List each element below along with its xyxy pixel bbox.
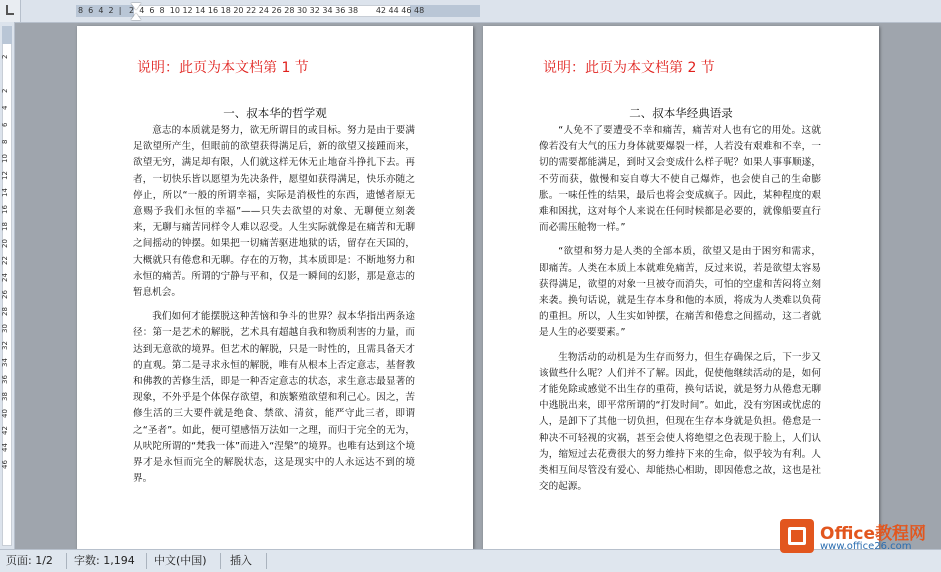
vertical-ruler-tick: 10 bbox=[1, 154, 9, 163]
section-heading: 一、叔本华的哲学观 bbox=[223, 106, 327, 120]
hanging-indent-marker[interactable] bbox=[131, 13, 141, 20]
watermark-title: Office教程网 bbox=[820, 524, 927, 544]
insert-mode-status[interactable]: 插入 bbox=[230, 554, 252, 567]
vertical-ruler[interactable] bbox=[0, 22, 15, 549]
vertical-ruler-tick: 34 bbox=[1, 358, 9, 367]
watermark-url: www.office26.com bbox=[820, 541, 912, 552]
vertical-ruler-tick: 46 bbox=[1, 460, 9, 469]
office-logo-icon bbox=[780, 519, 814, 553]
document-page-2[interactable] bbox=[483, 26, 879, 549]
page-body bbox=[133, 123, 415, 487]
vertical-ruler-tick: 28 bbox=[1, 307, 9, 316]
vertical-ruler-tick: 2 bbox=[1, 54, 9, 59]
tab-stop-icon bbox=[6, 5, 14, 15]
paragraph: “欲望和努力是人类的全部本质，欲望又是由于困穷和需求，即痛苦。人类在本质上本就难免痛苦，反过来说，若是欲望太容易获得满足，欲望的对象一旦被夺而消失，可怕的空虚和苦闷将立刻来袭。换句话说，就是生存本身和他的本质，将成为人类难以负荷的重担。所以，人生实如钟摆，在痛苦和倦怠之间摇动，这二者就是人生的必要要素。” bbox=[539, 246, 821, 339]
vertical-ruler-tick: 32 bbox=[1, 341, 9, 350]
vertical-ruler-tick: 26 bbox=[1, 290, 9, 299]
status-divider bbox=[220, 553, 221, 569]
status-divider bbox=[266, 553, 267, 569]
ruler-ticks: 8 6 4 2 | 2 4 6 8 10 12 14 16 18 20 22 24 26 28 30 32 34 36 38 42 44 46 48 bbox=[78, 6, 425, 15]
section-note: 说明：此页为本文档第 2 节 bbox=[543, 60, 715, 76]
section-note: 说明：此页为本文档第 1 节 bbox=[137, 60, 309, 76]
vertical-ruler-tick: 40 bbox=[1, 409, 9, 418]
page-count-status[interactable]: 页面: 1/2 bbox=[6, 554, 53, 567]
paragraph: 生物活动的动机是为生存而努力，但生存确保之后，下一步又该做些什么呢？人们并不了解。因此，促使他继续活动的是，如何才能免除或感觉不出生存的重荷，换句话说，就是努力从倦怠无聊中逃脱出来，即平常所谓的“打发时间”。如此，没有穷困或忧虑的人，是卸下了其他一切负担，但现在生存本身就是负担。倦怠是一种决不可轻视的灾祸，甚至会使人将绝望之色表现于脸上，人们认为，缩短过去花费很大的努力维持下来的生命，似乎较为有利。人类相互间尽管没有爱心、却能热心相助，即因倦怠之故，这也是社交的起源。 bbox=[539, 351, 821, 493]
vertical-ruler-tick: 44 bbox=[1, 443, 9, 452]
status-divider bbox=[146, 553, 147, 569]
vertical-ruler-tick: 42 bbox=[1, 426, 9, 435]
document-page-1[interactable] bbox=[77, 26, 473, 549]
vertical-ruler-tick: 4 bbox=[1, 105, 9, 110]
page-body bbox=[539, 123, 821, 495]
vertical-ruler-tick: 16 bbox=[1, 205, 9, 214]
vertical-ruler-tick: 24 bbox=[1, 273, 9, 282]
word-count-status[interactable]: 字数: 1,194 bbox=[74, 554, 135, 567]
vertical-ruler-ticks bbox=[2, 48, 12, 473]
tab-selector-button[interactable] bbox=[0, 0, 21, 22]
vertical-ruler-top-margin[interactable] bbox=[2, 26, 12, 44]
paragraph: “人免不了要遭受不幸和痛苦，痛苦对人也有它的用处。这就像若没有大气的压力身体就要爆裂一样，人若没有艰难和不幸，一切的需要都能满足，到时又会变成什么样子呢？如果人事事顺遂，不劳而获，傲慢和妄自尊大不使自己爆炸，也会使自己的生命膨胀。一味任性的结果，最后也将会变成疯子。因此，某种程度的艰难和困扰，这对每个人来说在任何时候都是必要的，就像船要直行而必需压舱物一样。” bbox=[539, 125, 821, 234]
watermark bbox=[780, 515, 940, 561]
vertical-ruler-tick: 2 bbox=[1, 88, 9, 93]
vertical-ruler-tick: 36 bbox=[1, 375, 9, 384]
vertical-ruler-tick: 12 bbox=[1, 171, 9, 180]
status-divider bbox=[66, 553, 67, 569]
vertical-ruler-tick: 30 bbox=[1, 324, 9, 333]
vertical-ruler-tick: 14 bbox=[1, 188, 9, 197]
vertical-ruler-tick: 22 bbox=[1, 256, 9, 265]
vertical-ruler-tick: 20 bbox=[1, 239, 9, 248]
vertical-ruler-tick: 6 bbox=[1, 122, 9, 127]
vertical-ruler-tick: 18 bbox=[1, 222, 9, 231]
first-line-indent-marker[interactable] bbox=[131, 3, 141, 10]
section-heading: 二、叔本华经典语录 bbox=[629, 106, 733, 120]
horizontal-ruler[interactable] bbox=[0, 0, 941, 23]
paragraph: 我们如何才能摆脱这种苦恼和争斗的世界？叔本华指出两条途径：第一是艺术的解脱，艺术具有超越自我和物质利害的力量，而达到无意欲的境界。但艺术的解脱，只是一时性的，且需具备天才的直观。第二是寻求永恒的解脱，唯有从根本上否定意志，基督教和佛教的苦修生活，即是一种否定意志的状态，求生意志最显著的现象，不外乎是个体保存欲望，和族繁殖欲望和利己心。因之，苦修生活的三大要件就是绝食、禁欲、清贫，能严守此三者，即谓之“圣者”。如此，便可望感悟万法如一之理，而归于完全的无为，从吠陀所谓的“梵我一体”而进入“涅槃”的境界。也唯有达到这个境界才是永恒而完全的解脱状态，这是现实中的人永远达不到的境界。 bbox=[133, 311, 415, 485]
paragraph: 意志的本质就是努力，欲无所谓目的或目标。努力是由于要满足欲望所产生，但眼前的欲望获得满足后，新的欲望又接踵而来，欲望无穷，满足却有限，人们就这样无休无止地奋斗挣扎下去。再者，一切快乐皆以愿望为先决条件，愿望如获得满足，快乐亦随之停止，所以“一般的所谓幸福，实际是消极性的东西，遗憾者原无意赐予我们永恒的幸福”——只失去欲望的对象、无聊便立刻袭来，无聊与痛苦同样令人难以忍受。人生实际就像是在痛苦和无聊之间摇动的钟摆。如果把一切痛苦驱进地狱的话，留存在天国的，大概就只有倦怠和无聊。存在的万物，其本质即是：不断地努力和永恒的痛苦。所谓的宁静与平和，仅是一瞬间的幻影，那是意志的暂息机会。 bbox=[133, 125, 415, 299]
vertical-ruler-tick: 38 bbox=[1, 392, 9, 401]
language-status[interactable]: 中文(中国) bbox=[154, 554, 207, 567]
vertical-ruler-tick: 8 bbox=[1, 139, 9, 144]
